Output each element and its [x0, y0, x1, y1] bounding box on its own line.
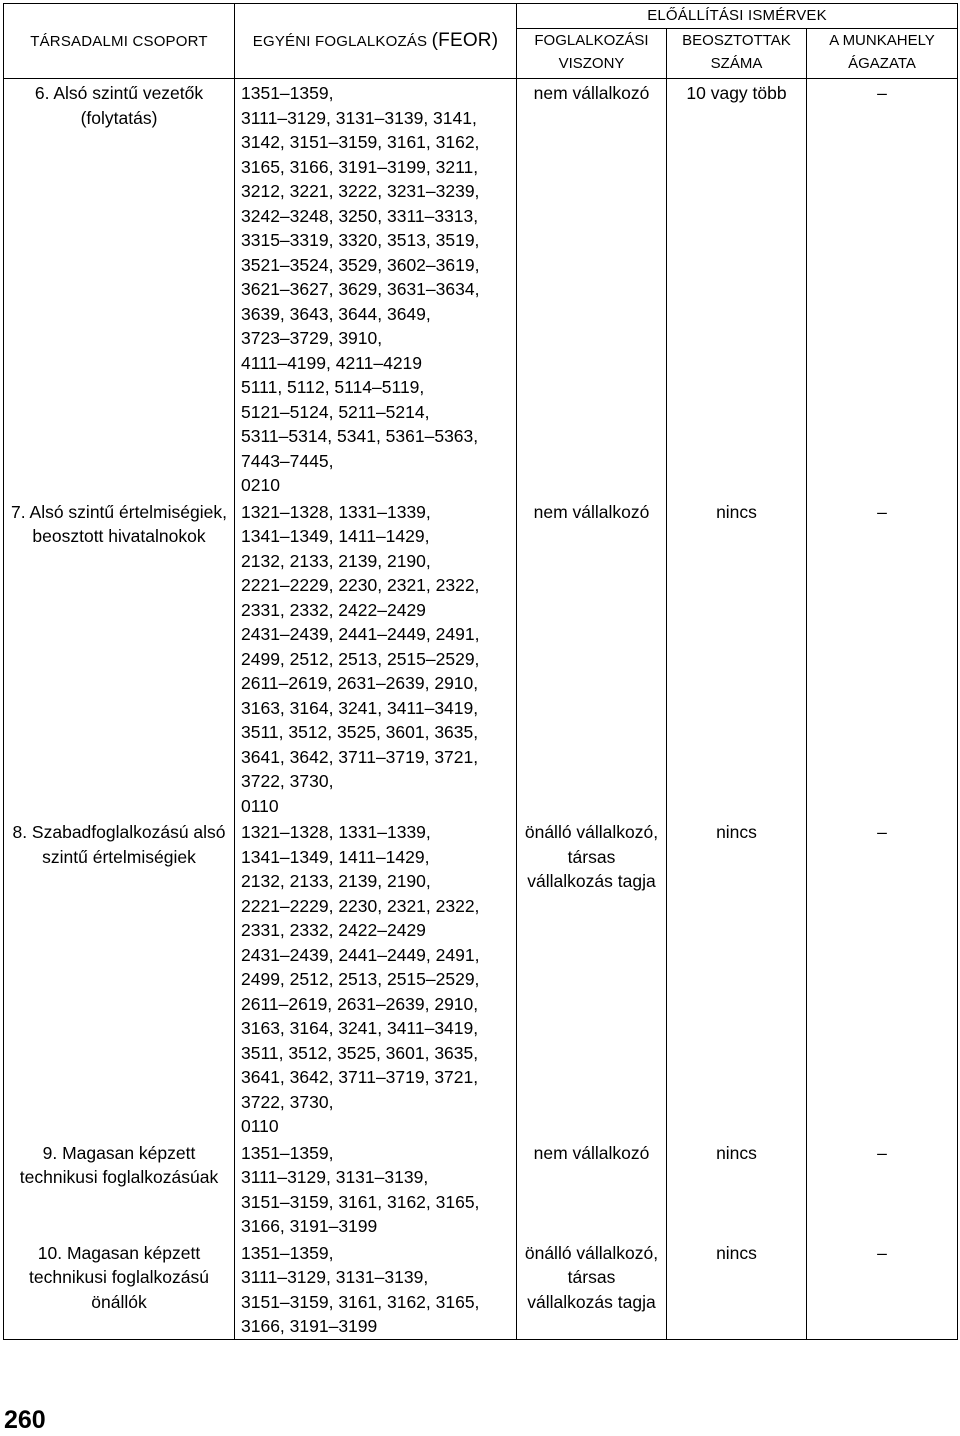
social-group-line: 6. Alsó szintű vezetők [34, 83, 204, 103]
feor-codes-line: 3641, 3642, 3711–3719, 3721, [241, 1067, 479, 1087]
feor-codes-line: 3621–3627, 3629, 3631–3634, [241, 279, 480, 299]
feor-codes-line: 3142, 3151–3159, 3161, 3162, [241, 132, 480, 152]
employment-status-cell [517, 498, 667, 819]
employment-status-line: vállalkozás tagja [527, 871, 656, 891]
feor-codes-line: 3722, 3730, [241, 771, 334, 791]
feor-codes-cell [235, 79, 517, 498]
header-criteria [517, 4, 958, 29]
feor-codes-line: 1321–1328, 1331–1339, [241, 501, 431, 522]
feor-codes-line: 7443–7445, [241, 450, 334, 471]
social-group-line: technikusi foglalkozásúak [19, 1167, 219, 1187]
feor-codes-line: 3639, 3643, 3644, 3649, [241, 303, 431, 324]
employment-status-line: önálló vállalkozó, [524, 822, 659, 842]
feor-codes-line: 2331, 2332, 2422–2429 [241, 920, 426, 940]
feor-codes-line: 2431–2439, 2441–2449, 2491, [241, 624, 480, 644]
social-group-line: (folytatás) [80, 107, 158, 128]
feor-codes-line: 3315–3319, 3320, 3513, 3519, [241, 230, 480, 250]
feor-codes-line: 3151–3159, 3161, 3162, 3165, [241, 1191, 480, 1212]
employment-status-line: vállalkozás tagja [527, 1291, 656, 1312]
feor-codes-line: 1341–1349, 1411–1429, [241, 526, 430, 546]
employment-status-line: nem vállalkozó [533, 83, 650, 103]
feor-codes-line: 3111–3129, 3131–3139, 3141, [241, 107, 477, 128]
social-group-cell [4, 79, 235, 498]
feor-codes-line: 0110 [241, 795, 279, 816]
page-number: 260 [4, 1406, 46, 1434]
header-feor-code-label: (FEOR) [431, 29, 499, 51]
feor-codes-line: 2221–2229, 2230, 2321, 2322, [241, 575, 480, 595]
feor-codes-line: 3641, 3642, 3711–3719, 3721, [241, 746, 479, 767]
subordinates-line: nincs [716, 1142, 757, 1163]
feor-codes-line: 2132, 2133, 2139, 2190, [241, 550, 431, 571]
employment-status-cell [517, 79, 667, 498]
feor-codes-line: 5121–5124, 5211–5214, [241, 401, 430, 422]
feor-codes-line: 5111, 5112, 5114–5119, [241, 377, 425, 397]
header-social-group-label: TÁRSADALMI CSOPORT [30, 33, 208, 50]
table-row [4, 1239, 958, 1340]
feor-codes-line: 2221–2229, 2230, 2321, 2322, [241, 895, 480, 916]
social-group-line: beosztott hivatalnokok [32, 526, 206, 546]
feor-codes-line: 1321–1328, 1331–1339, [241, 822, 431, 842]
feor-codes-line: 3521–3524, 3529, 3602–3619, [241, 254, 480, 275]
subordinates-cell [667, 79, 807, 498]
feor-codes-line: 3151–3159, 3161, 3162, 3165, [241, 1291, 480, 1312]
social-group-line: technikusi foglalkozású [29, 1267, 209, 1287]
feor-codes-line: 0210 [241, 475, 280, 495]
feor-codes-line: 1351–1359, [241, 1142, 334, 1163]
subordinates-line: nincs [716, 501, 757, 522]
social-group-line: 9. Magasan képzett [42, 1142, 196, 1163]
feor-codes-line: 2331, 2332, 2422–2429 [241, 599, 426, 620]
employment-status-line: nem vállalkozó [533, 1142, 650, 1163]
feor-codes-line: 3163, 3164, 3241, 3411–3419, [241, 1018, 479, 1038]
sector-line: – [877, 1142, 887, 1163]
feor-codes-line: 2431–2439, 2441–2449, 2491, [241, 944, 480, 965]
employment-status-line: társas [567, 846, 616, 867]
feor-codes-line: 2611–2619, 2631–2639, 2910, [241, 993, 479, 1014]
employment-status-cell [517, 1139, 667, 1239]
subordinates-cell [667, 1239, 807, 1340]
feor-codes-cell [235, 498, 517, 819]
social-group-cell [4, 1139, 235, 1239]
feor-codes-line: 2132, 2133, 2139, 2190, [241, 871, 431, 891]
table-row [4, 1139, 958, 1239]
social-group-line: szintű értelmiségiek [42, 846, 196, 867]
header-social-group [4, 4, 235, 79]
table-row [4, 79, 958, 498]
social-group-line: önállók [91, 1291, 147, 1312]
feor-codes-line: 5311–5314, 5341, 5361–5363, [241, 426, 479, 446]
header-subordinates: BEOSZTOTTAK SZÁMA [667, 29, 807, 79]
feor-codes-cell [235, 818, 517, 1139]
social-group-cell [4, 1239, 235, 1340]
sector-line: – [877, 822, 887, 842]
feor-codes-line: 2499, 2512, 2513, 2515–2529, [241, 648, 480, 669]
feor-codes-line: 1351–1359, [241, 1242, 334, 1263]
subordinates-cell [667, 818, 807, 1139]
social-group-line: 7. Alsó szintű értelmiségiek, [11, 501, 227, 522]
social-group-cell [4, 498, 235, 819]
feor-codes-line: 1341–1349, 1411–1429, [241, 846, 430, 867]
sector-line: – [877, 501, 887, 522]
social-group-line: 8. Szabadfoglalkozású alsó [12, 822, 226, 842]
feor-codes-cell [235, 1239, 517, 1340]
sector-line: – [877, 1242, 887, 1263]
feor-codes-line: 2611–2619, 2631–2639, 2910, [241, 673, 479, 693]
sector-line: – [877, 83, 887, 103]
feor-codes-line: 3212, 3221, 3222, 3231–3239, [241, 181, 480, 201]
employment-status-cell [517, 818, 667, 1139]
employment-status-line: társas [567, 1267, 616, 1287]
feor-codes-cell [235, 1139, 517, 1239]
feor-codes-line: 3242–3248, 3250, 3311–3313, [241, 205, 479, 226]
social-group-line: 10. Magasan képzett [37, 1242, 201, 1263]
employment-status-line: nem vállalkozó [533, 501, 650, 522]
subordinates-cell [667, 498, 807, 819]
table-row [4, 498, 958, 819]
feor-codes-line: 3511, 3512, 3525, 3601, 3635, [241, 1042, 479, 1063]
feor-codes-line: 3111–3129, 3131–3139, [241, 1167, 429, 1187]
employment-status-line: önálló vállalkozó, [524, 1242, 659, 1263]
sector-cell [807, 1239, 958, 1340]
feor-codes-line: 3165, 3166, 3191–3199, 3211, [241, 156, 479, 177]
feor-codes-line: 3511, 3512, 3525, 3601, 3635, [241, 722, 479, 742]
feor-codes-line: 4111–4199, 4211–4219 [241, 352, 423, 373]
feor-codes-line: 0110 [241, 1116, 279, 1136]
feor-codes-line: 3163, 3164, 3241, 3411–3419, [241, 697, 479, 718]
feor-codes-line: 1351–1359, [241, 83, 334, 103]
classification-table [3, 3, 958, 1340]
header-sector: A MUNKAHELY ÁGAZATA [807, 29, 958, 79]
subordinates-line: nincs [716, 1242, 757, 1263]
table-row [4, 818, 958, 1139]
header-feor [235, 4, 517, 79]
feor-codes-line: 3166, 3191–3199 [241, 1316, 378, 1336]
employment-status-cell [517, 1239, 667, 1340]
sector-cell [807, 1139, 958, 1239]
header-feor-label: EGYÉNI FOGLALKOZÁS [252, 32, 428, 50]
header-criteria-label: ELŐÁLLÍTÁSI ISMÉRVEK [647, 7, 827, 24]
feor-codes-line: 3166, 3191–3199 [241, 1216, 378, 1236]
feor-codes-line: 3111–3129, 3131–3139, [241, 1267, 429, 1287]
feor-codes-line: 3722, 3730, [241, 1091, 334, 1112]
subordinates-cell [667, 1139, 807, 1239]
social-group-cell [4, 818, 235, 1139]
feor-codes-line: 2499, 2512, 2513, 2515–2529, [241, 969, 480, 989]
feor-codes-line: 3723–3729, 3910, [241, 328, 383, 348]
subordinates-line: nincs [716, 822, 757, 842]
subordinates-line: 10 vagy több [686, 83, 787, 103]
sector-cell [807, 79, 958, 498]
header-employment-status: FOGLALKOZÁSI VISZONY [517, 29, 667, 79]
sector-cell [807, 498, 958, 819]
sector-cell [807, 818, 958, 1139]
